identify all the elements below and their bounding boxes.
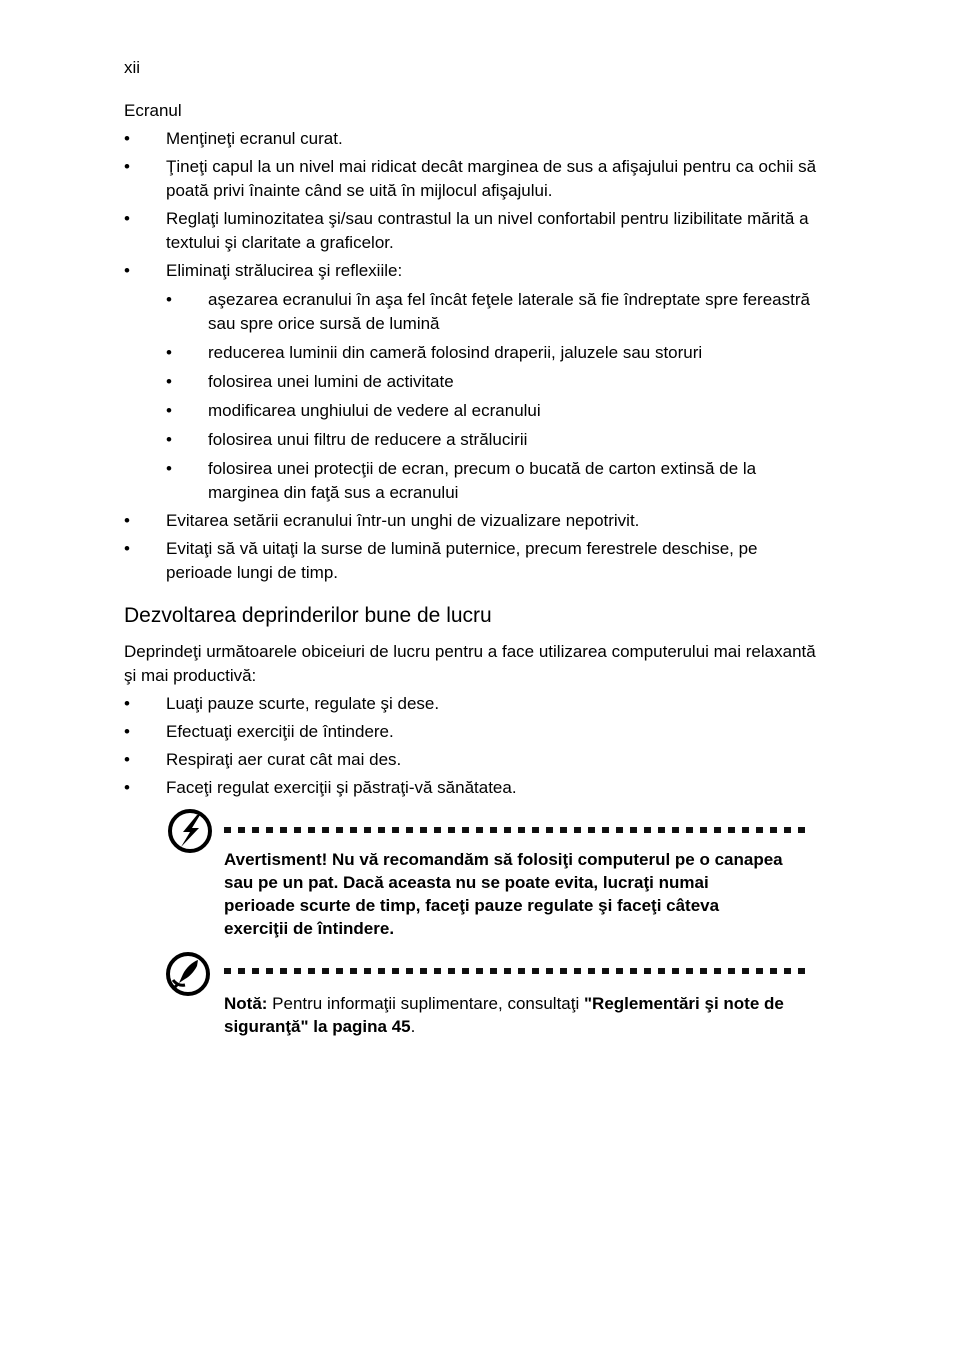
sub-list-item: • aşezarea ecranului în aşa fel încât feţele laterale să fie îndreptate spre fereastră sau spre orice sursă de lumină bbox=[166, 288, 824, 336]
list-item bbox=[124, 259, 824, 505]
note-text: Pentru informaţii suplimentare, consultaţi bbox=[267, 994, 584, 1013]
note-divider bbox=[224, 968, 810, 974]
sub-list-item: • modificarea unghiului de vedere al ecranului bbox=[166, 399, 824, 423]
sub-list-item: • folosirea unei protecţii de ecran, precum o bucată de carton extinsă de la marginea din faţă sus a ecranului bbox=[166, 457, 824, 505]
note-end: . bbox=[410, 1017, 416, 1036]
warning-lightning-icon bbox=[166, 807, 214, 855]
note-text-block bbox=[224, 992, 784, 1038]
list-item: • Reglaţi luminozitatea şi/sau contrastul la un nivel confortabil pentru lizibilitate mărită a textului şi claritate a graficelor. bbox=[124, 207, 824, 255]
list-item: • Luaţi pauze scurte, regulate şi dese. bbox=[124, 692, 824, 716]
list-item-text: Eliminaţi strălucirea şi reflexiile: bbox=[166, 261, 403, 280]
list-item: • Efectuaţi exerciţii de întindere. bbox=[124, 720, 824, 744]
screen-section bbox=[124, 99, 824, 585]
page-number: xii bbox=[124, 58, 141, 77]
list-item: • Menţineţi ecranul curat. bbox=[124, 127, 824, 151]
list-item: • Ţineţi capul la un nivel mai ridicat decât marginea de sus a afişajului pentru ca ochii să poată privi înainte când se uită în mijlocul afişajului. bbox=[124, 155, 824, 203]
sub-list-item: • folosirea unui filtru de reducere a strălucirii bbox=[166, 428, 824, 452]
warning-text: Avertisment! Nu vă recomandăm să folosiţi computerul pe o canapea sau pe un pat. Dacă aceasta nu se poate evita, lucraţi numai perioade scurte de timp, faceţi pauze regulate şi faceţi câteva exerciţii de întindere. bbox=[224, 850, 783, 938]
note-pen-icon bbox=[164, 950, 212, 998]
list-item: • Respiraţi aer curat cât mai des. bbox=[124, 748, 824, 772]
glare-sublist bbox=[166, 288, 824, 505]
sub-list-item: • folosirea unei lumini de activitate bbox=[166, 370, 824, 394]
habits-section bbox=[124, 602, 824, 800]
screen-list bbox=[124, 127, 824, 585]
sub-list-item: • reducerea luminii din cameră folosind draperii, jaluzele sau storuri bbox=[166, 341, 824, 365]
section-heading: Dezvoltarea deprinderilor bune de lucru bbox=[124, 604, 492, 627]
list-item: • Evitaţi să vă uitaţi la surse de lumină puternice, precum ferestrele deschise, pe perioade lungi de timp. bbox=[124, 537, 824, 585]
section-intro: Deprindeţi următoarele obiceiuri de lucru pentru a face utilizarea computerului mai relaxantă şi mai productivă: bbox=[124, 642, 816, 685]
note-link[interactable]: "Reglementări şi note de siguranţă" la pagina 45 bbox=[224, 994, 784, 1036]
habits-list bbox=[124, 692, 824, 800]
list-item: • Faceţi regulat exerciţii şi păstraţi-vă sănătatea. bbox=[124, 776, 824, 800]
warning-divider bbox=[224, 827, 810, 833]
list-item: • Evitarea setării ecranului într-un unghi de vizualizare nepotrivit. bbox=[124, 509, 824, 533]
section-title: Ecranul bbox=[124, 101, 182, 120]
note-label: Notă: bbox=[224, 994, 268, 1013]
